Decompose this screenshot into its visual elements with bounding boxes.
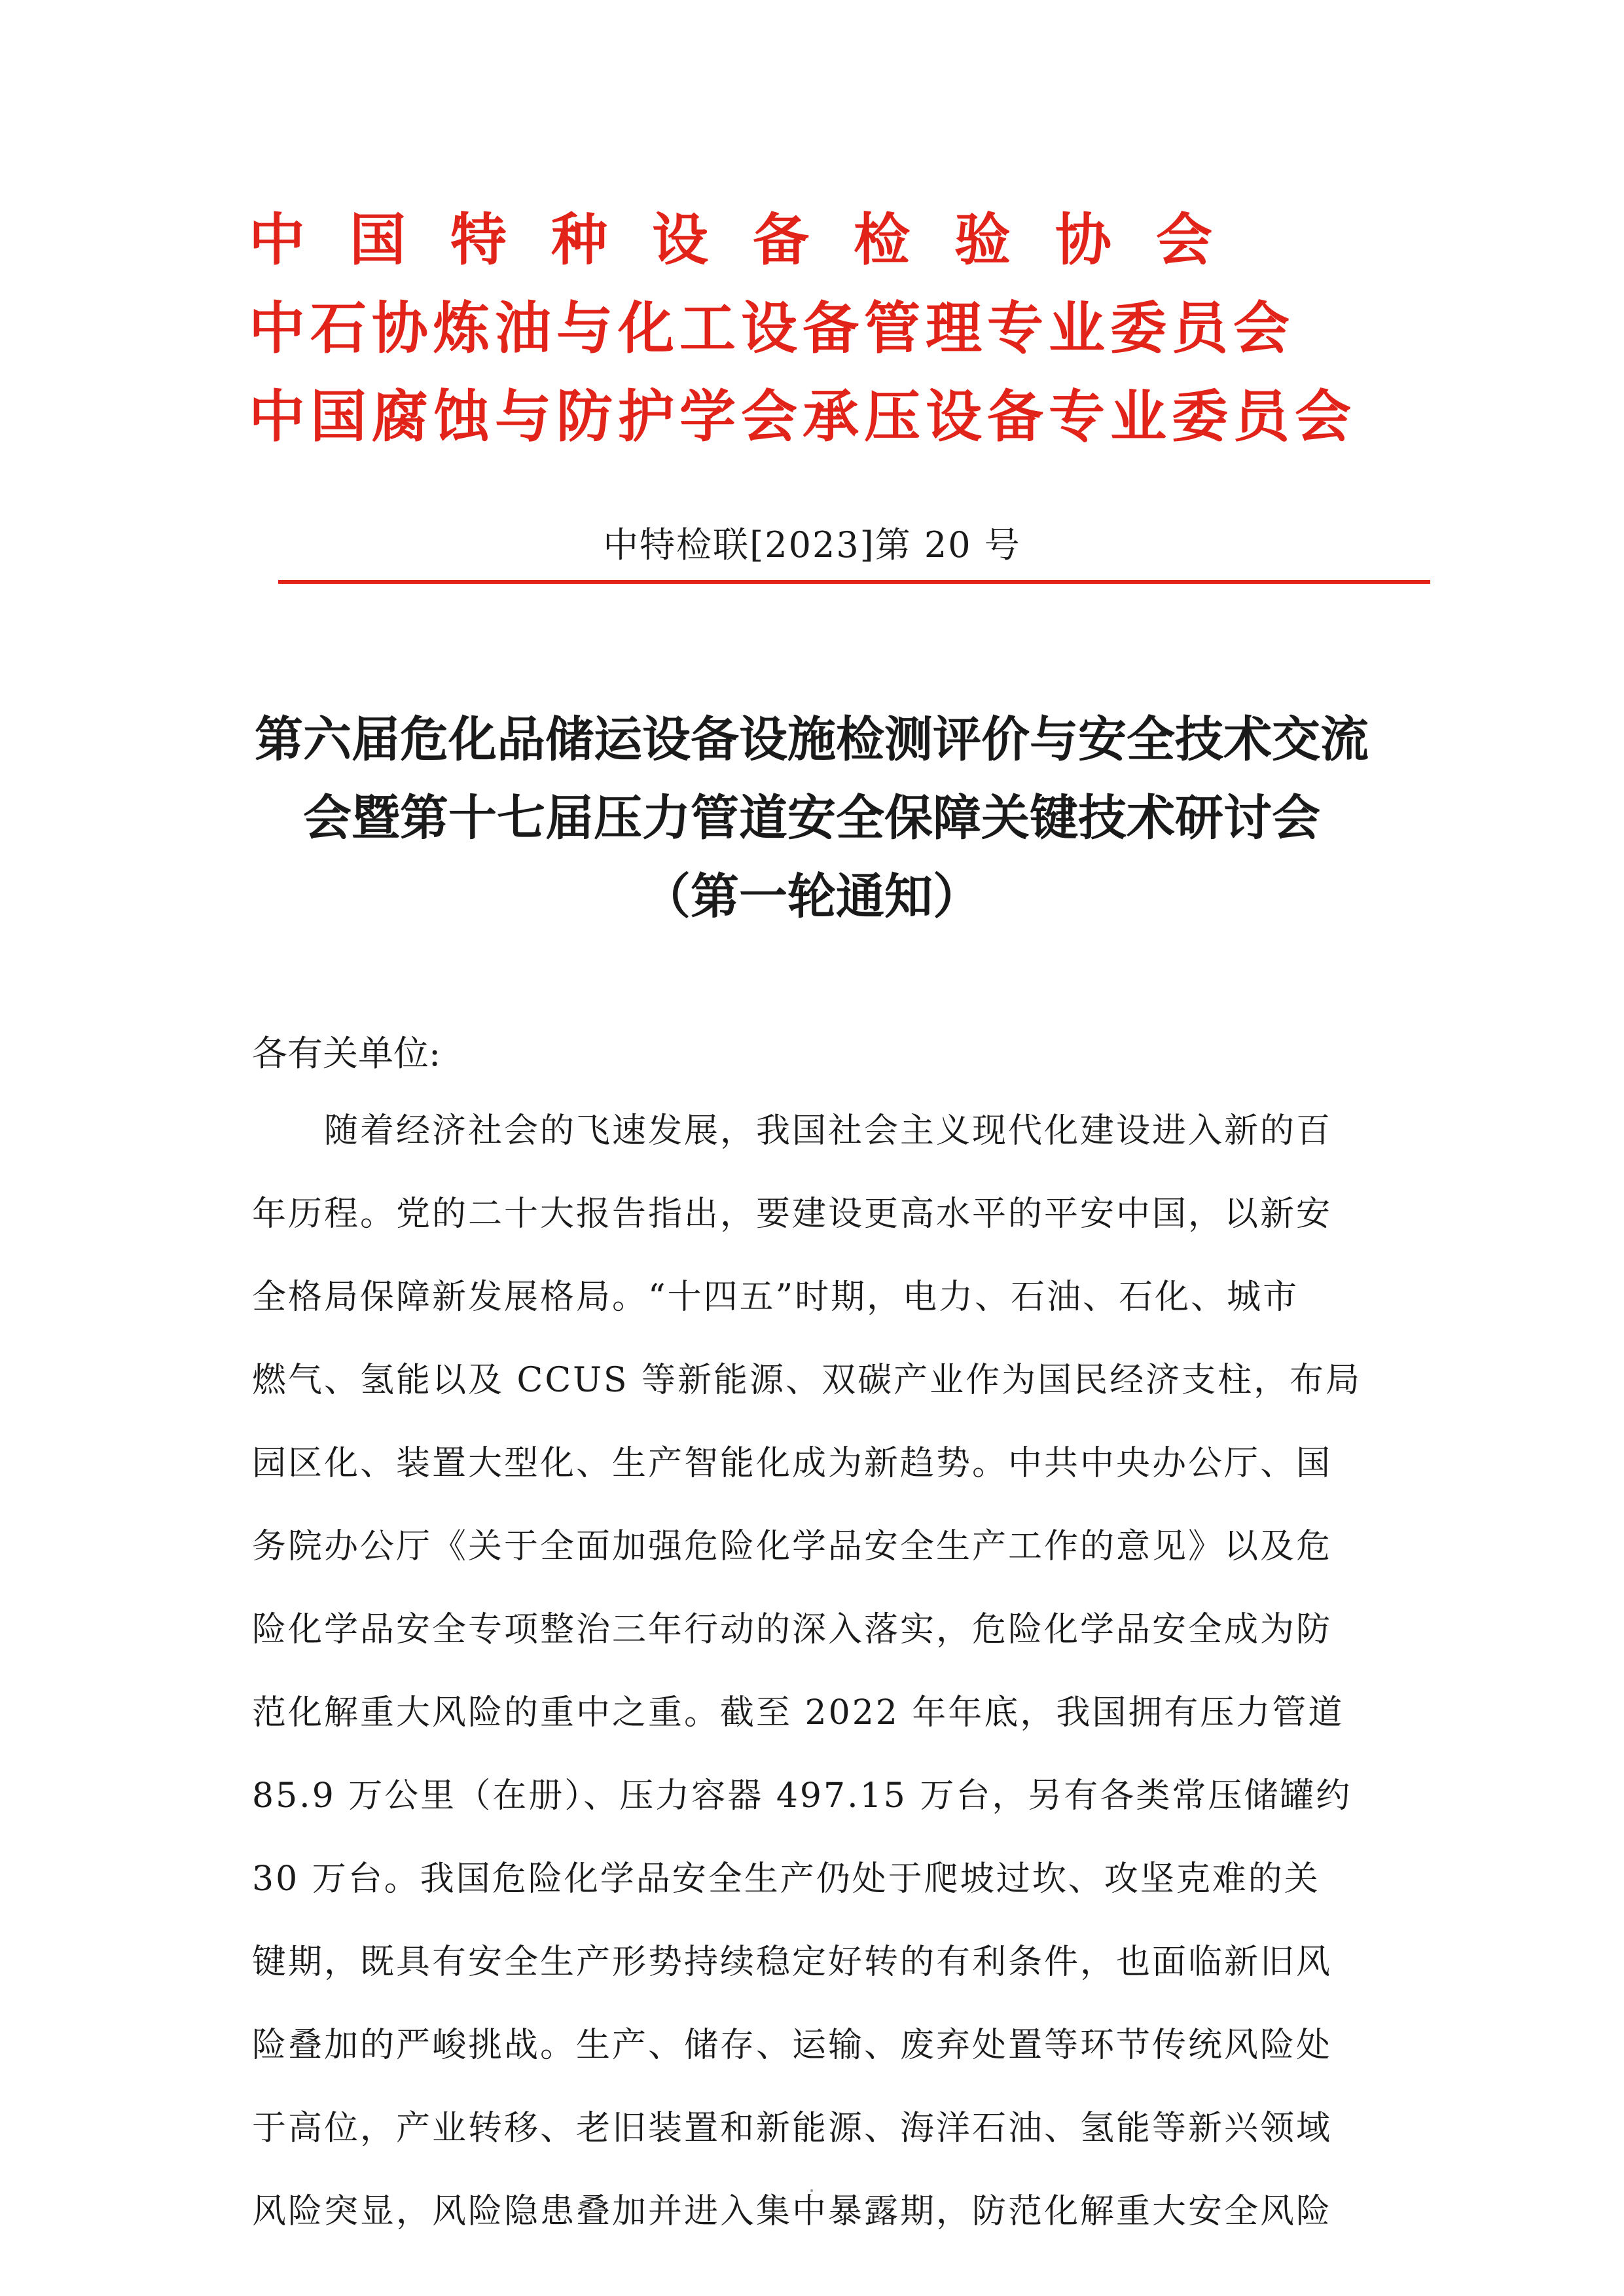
org-name-line: 中国腐蚀与防护学会承压设备专业委员会 xyxy=(249,384,1356,450)
body-line: 务院办公厅《关于全面加强危险化学品安全生产工作的意见》以及危 xyxy=(252,1527,1333,1566)
body-text xyxy=(252,1090,1404,2253)
document-title xyxy=(196,700,1427,936)
org-name-line: 中国特种设备检验协会 xyxy=(249,207,1257,273)
body-line: 范化解重大风险的重中之重。截至 2022 年年底，我国拥有压力管道 xyxy=(252,1693,1344,1732)
body-line: 85.9 万公里（在册）、压力容器 497.15 万台，另有各类常压储罐约 xyxy=(252,1776,1352,1816)
red-divider-line xyxy=(278,580,1430,584)
body-line: 于高位，产业转移、老旧装置和新能源、海洋石油、氢能等新兴领域 xyxy=(252,2109,1333,2148)
body-line: 风险突显，风险隐患叠加并进入集中暴露期，防范化解重大安全风险 xyxy=(252,2192,1333,2231)
body-line: 随着经济社会的飞速发展，我国社会主义现代化建设进入新的百 xyxy=(324,1111,1333,1151)
org-name-line: 中石协炼油与化工设备管理专业委员会 xyxy=(249,296,1295,361)
body-line: 键期，既具有安全生产形势持续稳定好转的有利条件，也面临新旧风 xyxy=(252,1943,1333,1982)
salutation: 各有关单位: xyxy=(252,1033,441,1074)
body-line: 险化学品安全专项整治三年行动的深入落实，危险化学品安全成为防 xyxy=(252,1610,1333,1649)
title-line: 会暨第十七届压力管道安全保障关键技术研讨会 xyxy=(303,790,1320,846)
body-line: 园区化、装置大型化、生产智能化成为新趋势。中共中央办公厅、国 xyxy=(252,1444,1333,1483)
body-line: 全格局保障新发展格局。“十四五”时期，电力、石油、石化、城市 xyxy=(252,1278,1299,1317)
body-line: 险叠加的严峻挑战。生产、储存、运输、废弃处置等环节传统风险处 xyxy=(252,2026,1333,2065)
body-line: 30 万台。我国危险化学品安全生产仍处于爬坡过坎、攻坚克难的关 xyxy=(252,1859,1320,1899)
document-number: 中特检联[2023]第 20 号 xyxy=(603,524,1021,565)
letterhead xyxy=(249,196,1414,461)
body-line: 年历程。党的二十大报告指出，要建设更高水平的平安中国，以新安 xyxy=(252,1194,1333,1234)
page-mark xyxy=(810,2189,813,2192)
title-line: （第一轮通知） xyxy=(642,869,981,925)
body-line: 燃气、氢能以及 CCUS 等新能源、双碳产业作为国民经济支柱，布局 xyxy=(252,1361,1362,1400)
title-line: 第六届危化品储运设备设施检测评价与安全技术交流 xyxy=(255,711,1369,768)
